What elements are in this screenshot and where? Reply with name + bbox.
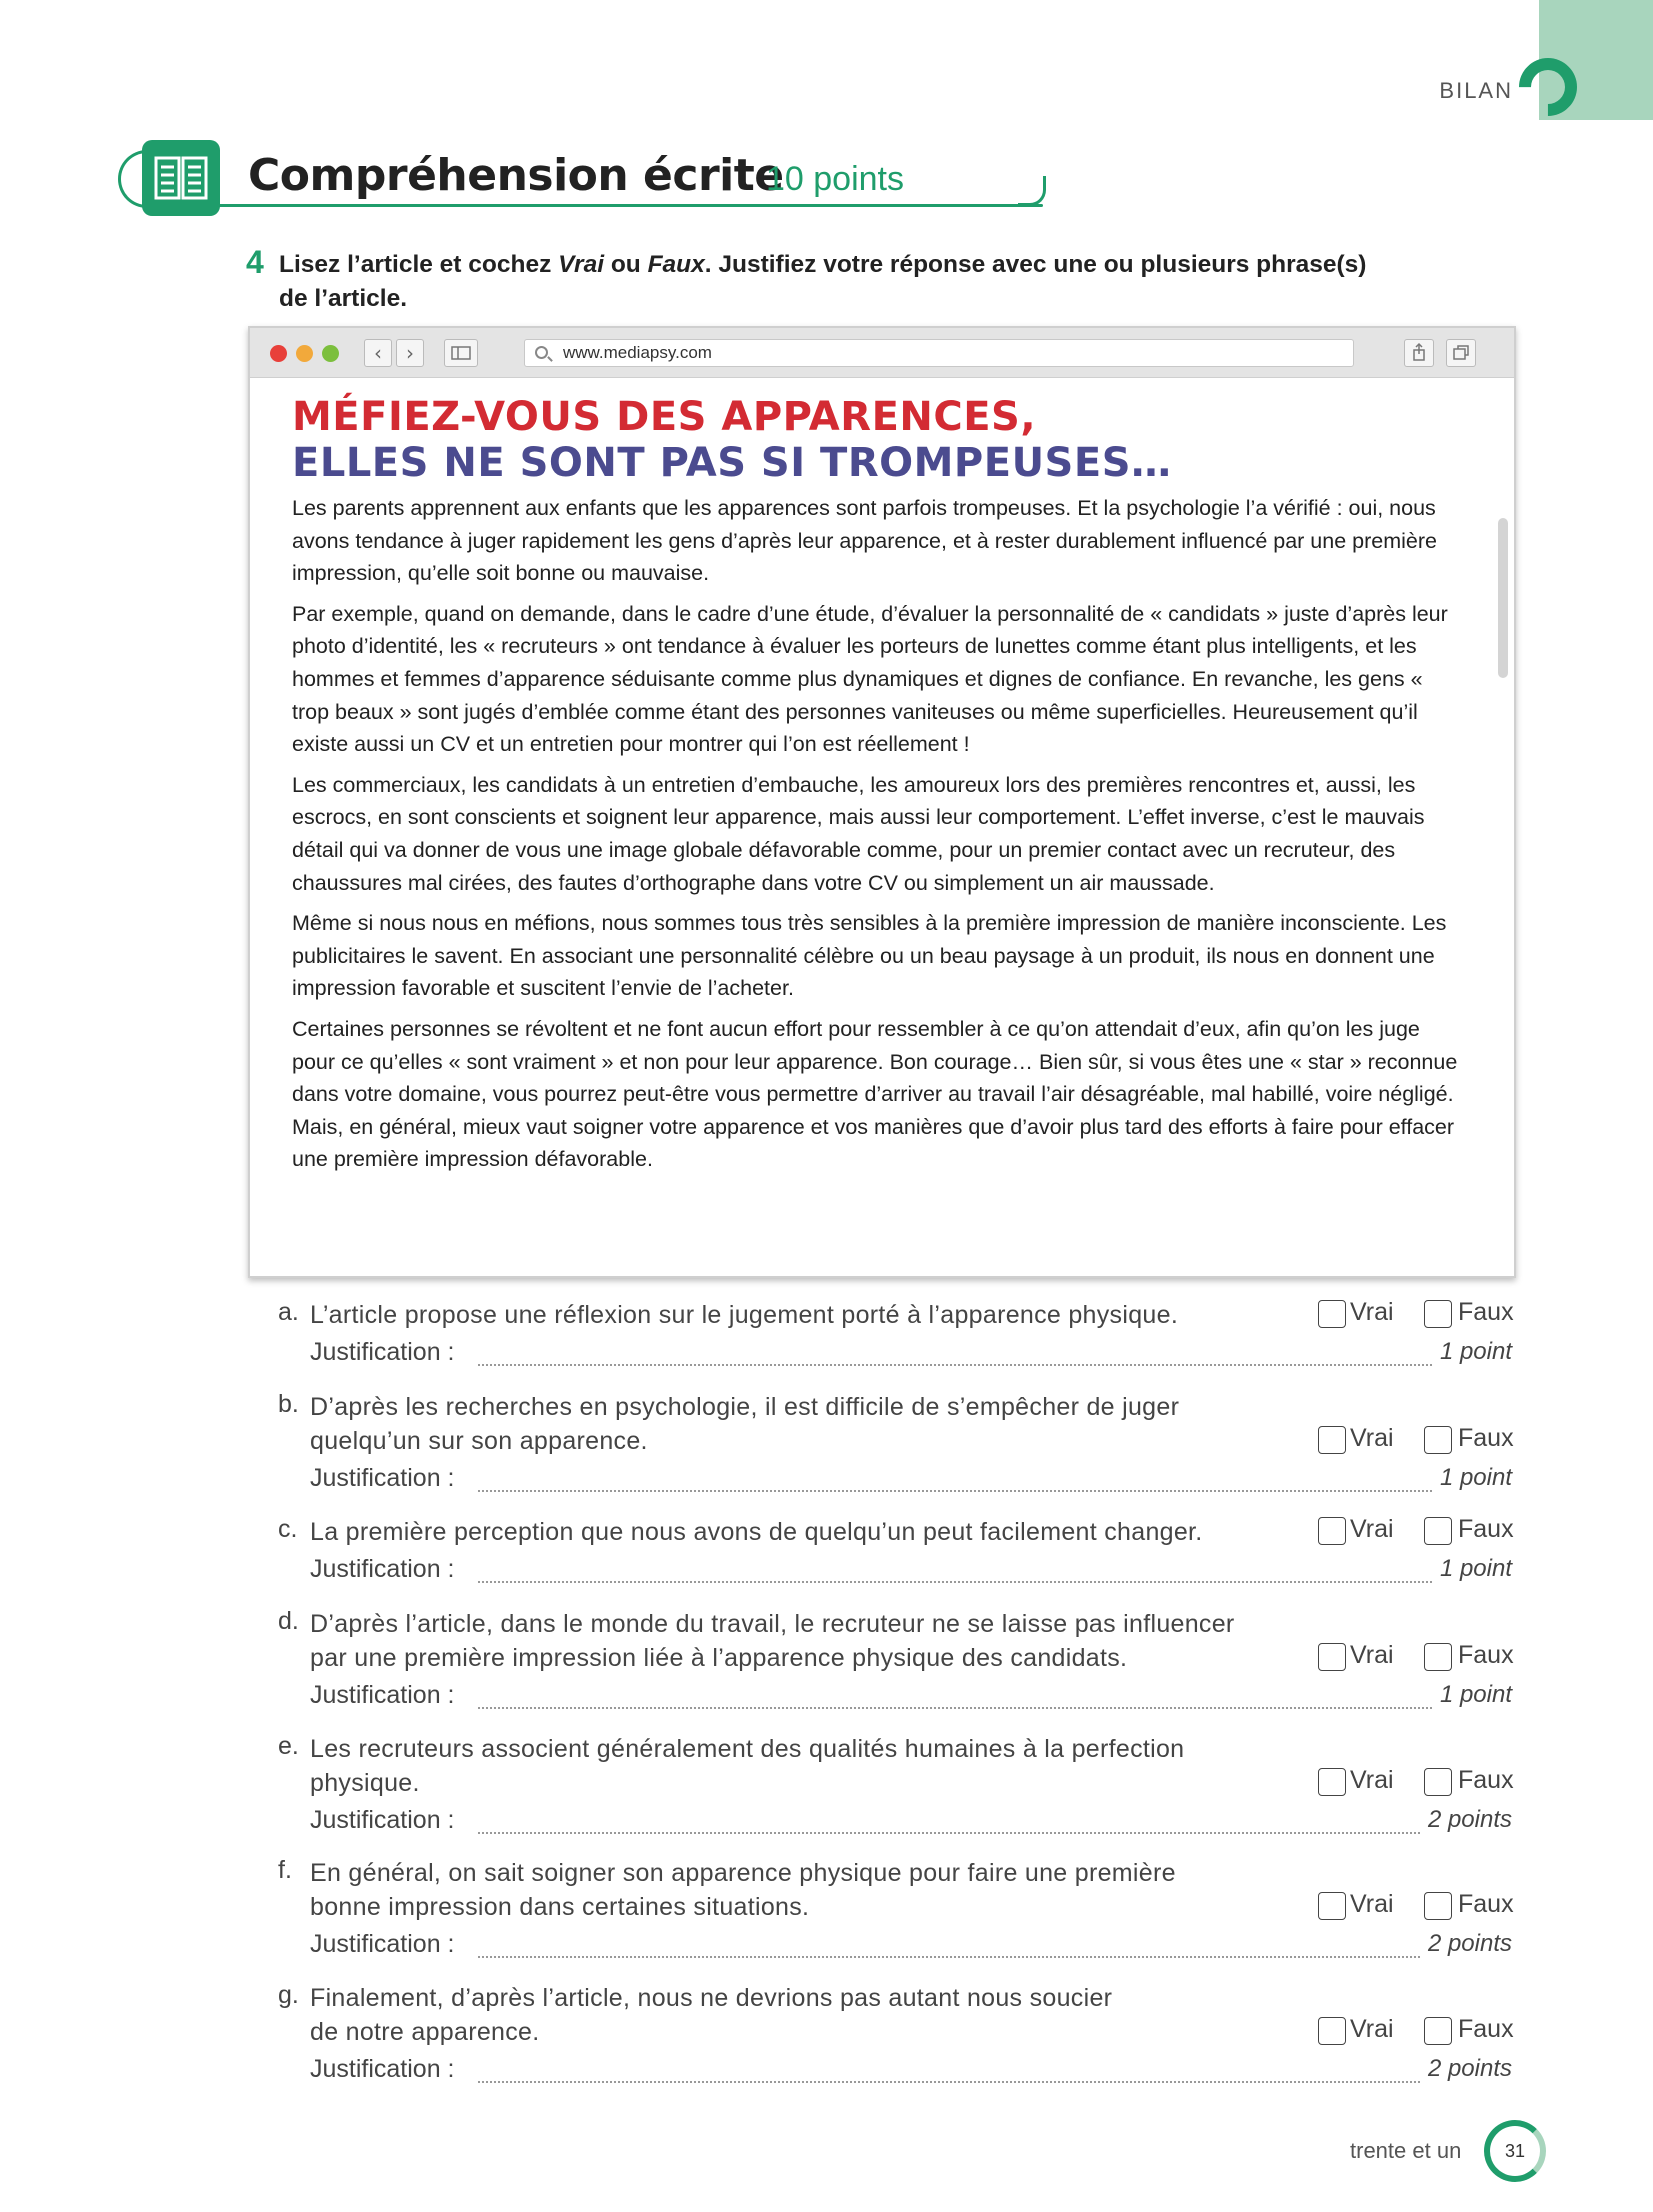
faux-checkbox[interactable] (1424, 1300, 1452, 1328)
share-icon[interactable] (1404, 339, 1434, 367)
justification-answer-line[interactable] (478, 2081, 1420, 2083)
back-arrow-icon[interactable]: ‹ (364, 339, 392, 367)
question-text-line: par une première impression liée à l’apparence physique des candidats. (310, 1644, 1128, 1672)
vrai-label: Vrai (1350, 1424, 1394, 1452)
question-item (278, 1390, 1518, 1510)
faux-checkbox[interactable] (1424, 1517, 1452, 1545)
question-text (310, 1515, 1270, 1549)
browser-window (248, 326, 1516, 1278)
question-text (310, 1390, 1270, 1458)
faux-checkbox[interactable] (1424, 2017, 1452, 2045)
article-paragraph: Les parents apprennent aux enfants que les apparences sont parfois trompeuses. Et la psychologie l’a vérifié : oui, nous avons tendance à juger rapidement les gens d’après leur apparence, et à rester durablement influencé par une première impression, qu’elle soit bonne ou mauvaise. (292, 496, 1437, 586)
points-hook-decoration (1018, 176, 1046, 206)
question-points: 1 point (1439, 1681, 1512, 1708)
article-paragraph: Par exemple, quand on demande, dans le cadre d’une étude, d’évaluer la personnalité de « candidats » juste d’après leur photo d’identité, les « recruteurs » ont tendance à évaluer les porteurs de lunettes comme étant plus intelligents, et les hommes et femmes d’apparence séduisante comme plus dynamiques et dignes de confiance. En revanche, les gens « trop beaux » sont jugés d’emblée comme étant des personnes vaniteuses ou même superficielles. Heureusement qu’il existe aussi un CV et un entretien pour montrer qui l’on est réellement ! (292, 601, 1448, 757)
question-text-line: quelqu’un sur son apparence. (310, 1427, 648, 1455)
vrai-checkbox[interactable] (1318, 1426, 1346, 1454)
faux-label: Faux (1458, 1515, 1514, 1543)
close-window-dot[interactable] (270, 345, 287, 362)
justification-label: Justification : (310, 1338, 455, 1366)
search-icon (535, 346, 548, 359)
browser-toolbar (250, 328, 1514, 378)
vrai-checkbox[interactable] (1318, 1517, 1346, 1545)
question-points: 1 point (1439, 1555, 1512, 1582)
instruction-faux: Faux (647, 251, 705, 278)
justification-answer-line[interactable] (478, 1832, 1420, 1834)
question-letter: d. (278, 1607, 299, 1635)
justification-row (310, 1464, 1512, 1498)
question-points: 1 point (1439, 1338, 1512, 1365)
forward-arrow-icon[interactable]: › (396, 339, 424, 367)
faux-label: Faux (1458, 1641, 1514, 1669)
section-tab-label: BILAN (1439, 78, 1513, 103)
justification-answer-line[interactable] (478, 1490, 1432, 1492)
article-headline-line2: ELLES NE SONT PAS SI TROMPEUSES… (292, 440, 1172, 486)
vrai-label: Vrai (1350, 1641, 1394, 1669)
question-item (278, 1981, 1518, 2101)
question-points: 1 point (1439, 1464, 1512, 1491)
question-item (278, 1856, 1518, 1976)
exercise-instruction (279, 248, 1479, 316)
open-book-icon (142, 140, 220, 216)
question-points: 2 points (1427, 1806, 1512, 1833)
page-number-words: trente et un (1350, 2138, 1462, 2163)
question-text-line: D’après l’article, dans le monde du travail, le recruteur ne se laisse pas influencer (310, 1610, 1235, 1638)
question-text (310, 1981, 1270, 2049)
question-text (310, 1607, 1270, 1675)
question-points: 2 points (1427, 2055, 1512, 2082)
faux-checkbox[interactable] (1424, 1426, 1452, 1454)
sidebar-icon[interactable] (444, 339, 478, 367)
url-text: www.mediapsy.com (563, 343, 712, 362)
question-letter: f. (278, 1856, 292, 1884)
justification-label: Justification : (310, 1806, 455, 1834)
justification-answer-line[interactable] (478, 1364, 1432, 1366)
question-text-line: physique. (310, 1769, 420, 1797)
question-item (278, 1732, 1518, 1852)
question-text-line: bonne impression dans certaines situations. (310, 1893, 810, 1921)
address-bar[interactable] (524, 339, 1354, 367)
justification-row (310, 1555, 1512, 1589)
vrai-checkbox[interactable] (1318, 1892, 1346, 1920)
vrai-label: Vrai (1350, 1298, 1394, 1326)
justification-label: Justification : (310, 1930, 455, 1958)
vrai-label: Vrai (1350, 1890, 1394, 1918)
vrai-checkbox[interactable] (1318, 1643, 1346, 1671)
justification-row (310, 1806, 1512, 1840)
justification-label: Justification : (310, 1681, 455, 1709)
question-letter: g. (278, 1981, 299, 2009)
scrollbar[interactable] (1498, 518, 1508, 678)
justification-row (310, 2055, 1512, 2089)
faux-label: Faux (1458, 2015, 1514, 2043)
vrai-label: Vrai (1350, 1515, 1394, 1543)
justification-row (310, 1681, 1512, 1715)
page-number: 31 (1504, 2140, 1526, 2161)
faux-label: Faux (1458, 1766, 1514, 1794)
article-paragraph: Même si nous nous en méfions, nous sommes tous très sensibles à la première impression de manière inconsciente. Les publicitaires le savent. En associant une personnalité célèbre ou un beau paysage à un produit, ils nous en donnent une impression favorable et suscitent l’envie de l’acheter. (292, 911, 1447, 1001)
article (292, 394, 1462, 1184)
question-item (278, 1607, 1518, 1727)
section-points: 10 points (766, 160, 904, 198)
section-title: Compréhension écrite (248, 150, 784, 201)
vrai-label: Vrai (1350, 1766, 1394, 1794)
instruction-vrai: Vrai (558, 251, 605, 278)
justification-label: Justification : (310, 1555, 455, 1583)
header-underline (148, 204, 1043, 207)
justification-label: Justification : (310, 2055, 455, 2083)
instruction-ou: ou (604, 251, 648, 278)
faux-label: Faux (1458, 1890, 1514, 1918)
question-text (310, 1856, 1270, 1924)
vrai-checkbox[interactable] (1318, 2017, 1346, 2045)
justification-label: Justification : (310, 1464, 455, 1492)
faux-checkbox[interactable] (1424, 1768, 1452, 1796)
faux-label: Faux (1458, 1298, 1514, 1326)
section-header (118, 138, 938, 218)
question-text-line: La première perception que nous avons de quelqu’un peut facilement changer. (310, 1518, 1203, 1546)
instruction-line2: de l’article. (279, 285, 408, 312)
faux-checkbox[interactable] (1424, 1892, 1452, 1920)
article-paragraph: Les commerciaux, les candidats à un entretien d’embauche, les amoureux lors des premières rencontres et, aussi, les escrocs, en sont conscients et soignent leur apparence, mais aussi leur comportement. L’effet inverse, c’est le mauvais détail qui va donner de vous une image globale défavorable comme, pour un premier contact avec un recruteur, des chaussures mal cirées, des fautes d’orthographe dans votre CV ou simplement un air maussade. (292, 772, 1425, 895)
question-text-line: L’article propose une réflexion sur le jugement porté à l’apparence physique. (310, 1301, 1179, 1329)
justification-answer-line[interactable] (478, 1707, 1432, 1709)
justification-answer-line[interactable] (478, 1581, 1432, 1583)
vrai-checkbox[interactable] (1318, 1300, 1346, 1328)
question-text-line: D’après les recherches en psychologie, il est difficile de s’empêcher de juger (310, 1393, 1180, 1421)
question-letter: c. (278, 1515, 298, 1543)
tabs-icon[interactable] (1446, 339, 1476, 367)
article-paragraph: Certaines personnes se révoltent et ne font aucun effort pour ressembler à ce qu’on attendait d’eux, afin qu’on les juge pour ce qu’elles « sont vraiment » et non pour leur apparence. Bon courage… Bien sûr, si vous êtes une « star » reconnue dans votre domaine, vous pourrez peut-être vous permettre d’arriver au travail l’air désagréable, mal habillé, voire négligé. Mais, en général, mieux vaut soigner votre apparence et vos manières que d’avoir plus tard des efforts à faire pour effacer une première impression défavorable. (292, 1016, 1458, 1172)
question-text-line: En général, on sait soigner son apparence physique pour faire une première (310, 1859, 1176, 1887)
justification-answer-line[interactable] (478, 1956, 1420, 1958)
question-item (278, 1298, 1518, 1384)
question-text (310, 1732, 1270, 1800)
maximize-window-dot[interactable] (322, 345, 339, 362)
question-item (278, 1515, 1518, 1601)
question-text-line: Finalement, d’après l’article, nous ne devrions pas autant nous soucier (310, 1984, 1113, 2012)
exercise-number: 4 (246, 244, 264, 280)
minimize-window-dot[interactable] (296, 345, 313, 362)
question-letter: a. (278, 1298, 299, 1326)
question-text-line: de notre apparence. (310, 2018, 540, 2046)
faux-label: Faux (1458, 1424, 1514, 1452)
page-number-badge (1484, 2120, 1546, 2182)
vrai-label: Vrai (1350, 2015, 1394, 2043)
question-text-line: Les recruteurs associent généralement des qualités humaines à la perfection (310, 1735, 1185, 1763)
question-letter: e. (278, 1732, 299, 1760)
justification-row (310, 1930, 1512, 1964)
justification-row (310, 1338, 1512, 1372)
question-points: 2 points (1427, 1930, 1512, 1957)
article-headline-line1: MÉFIEZ-VOUS DES APPARENCES, (292, 394, 1037, 440)
question-letter: b. (278, 1390, 299, 1418)
instruction-text-end: . Justifiez votre réponse avec une ou plusieurs phrase(s) (704, 251, 1367, 278)
question-text (310, 1298, 1270, 1332)
faux-checkbox[interactable] (1424, 1643, 1452, 1671)
vrai-checkbox[interactable] (1318, 1768, 1346, 1796)
instruction-text: Lisez l’article et cochez (279, 251, 559, 278)
